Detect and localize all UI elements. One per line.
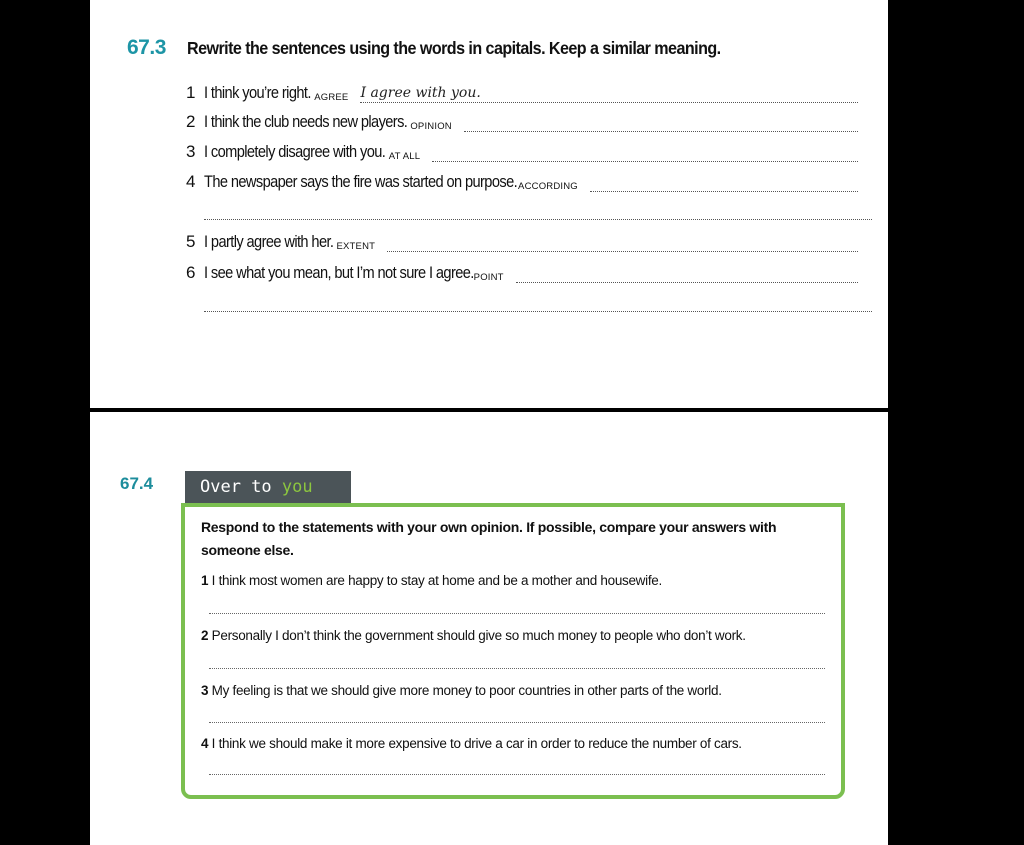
over-to-you-box: [181, 503, 845, 799]
exercise-instruction: Rewrite the sentences using the words in capitals. Keep a similar meaning.: [187, 38, 721, 58]
exercise-item: [186, 108, 858, 132]
exercise-number: 67.4: [120, 474, 154, 493]
item-keyword: OPINION: [410, 121, 452, 132]
item-keyword: POINT: [473, 272, 504, 283]
answer-line[interactable]: [209, 668, 825, 669]
item-sentence: I partly agree with her.: [204, 232, 334, 251]
exercise-67-4-page: [90, 412, 888, 845]
answer-line[interactable]: [516, 268, 858, 283]
statement-number: 1: [201, 573, 209, 588]
exercise-item: [186, 79, 858, 103]
item-keyword: ACCORDING: [518, 181, 578, 192]
item-sentence: I completely disagree with you.: [204, 142, 386, 161]
answer-line[interactable]: [209, 613, 825, 614]
statement: [201, 628, 746, 643]
item-sentence: I think you’re right.: [204, 83, 311, 102]
answer-line[interactable]: [464, 117, 858, 132]
answer-line-continued[interactable]: [204, 311, 872, 312]
statement-number: 4: [201, 736, 209, 751]
item-sentence: I see what you mean, but I’m not sure I agree.: [204, 263, 474, 282]
statement-text: I think most women are happy to stay at home and be a mother and housewife.: [208, 573, 662, 588]
answer-line[interactable]: [360, 85, 858, 103]
item-sentence: The newspaper says the fire was started on purpose.: [204, 172, 518, 191]
answer-line[interactable]: [590, 177, 858, 192]
exercise-item: [186, 259, 858, 283]
statement: [201, 573, 662, 588]
over-to-you-tab: [185, 471, 351, 503]
exercise-instruction: Respond to the statements with your own opinion. If possible, compare your answers with someone else.: [201, 519, 777, 558]
answer-line[interactable]: [209, 722, 825, 723]
statement-number: 2: [201, 628, 209, 643]
answer-line[interactable]: [432, 147, 858, 162]
statement-text: Personally I don’t think the government should give so much money to people who don’t work.: [208, 628, 746, 643]
item-keyword: AGREE: [314, 92, 349, 103]
exercise-item: [186, 228, 858, 252]
item-number: 6: [186, 263, 196, 282]
exercise-67-3-page: [90, 0, 888, 408]
item-sentence: I think the club needs new players.: [204, 112, 408, 131]
exercise-item: [186, 138, 858, 162]
tab-title-highlight: you: [281, 477, 313, 497]
item-keyword: EXTENT: [336, 241, 376, 252]
statement: [201, 736, 742, 751]
statement-text: I think we should make it more expensive to drive a car in order to reduce the number of cars.: [208, 736, 742, 751]
item-answer: I agree with you.: [360, 85, 481, 101]
item-number: 1: [186, 83, 196, 102]
exercise-number: 67.3: [127, 36, 166, 59]
statement-text: My feeling is that we should give more money to poor countries in other parts of the world.: [208, 683, 722, 698]
item-number: 5: [186, 232, 196, 251]
statement-number: 3: [201, 683, 209, 698]
item-number: 2: [186, 112, 196, 131]
item-keyword: AT ALL: [388, 151, 421, 162]
exercise-item: [186, 168, 858, 192]
answer-line-continued[interactable]: [204, 219, 872, 220]
item-number: 3: [186, 142, 196, 161]
answer-line[interactable]: [387, 237, 858, 252]
answer-line[interactable]: [209, 774, 825, 775]
tab-title: Over to: [200, 477, 282, 497]
item-number: 4: [186, 172, 196, 191]
statement: [201, 683, 722, 698]
